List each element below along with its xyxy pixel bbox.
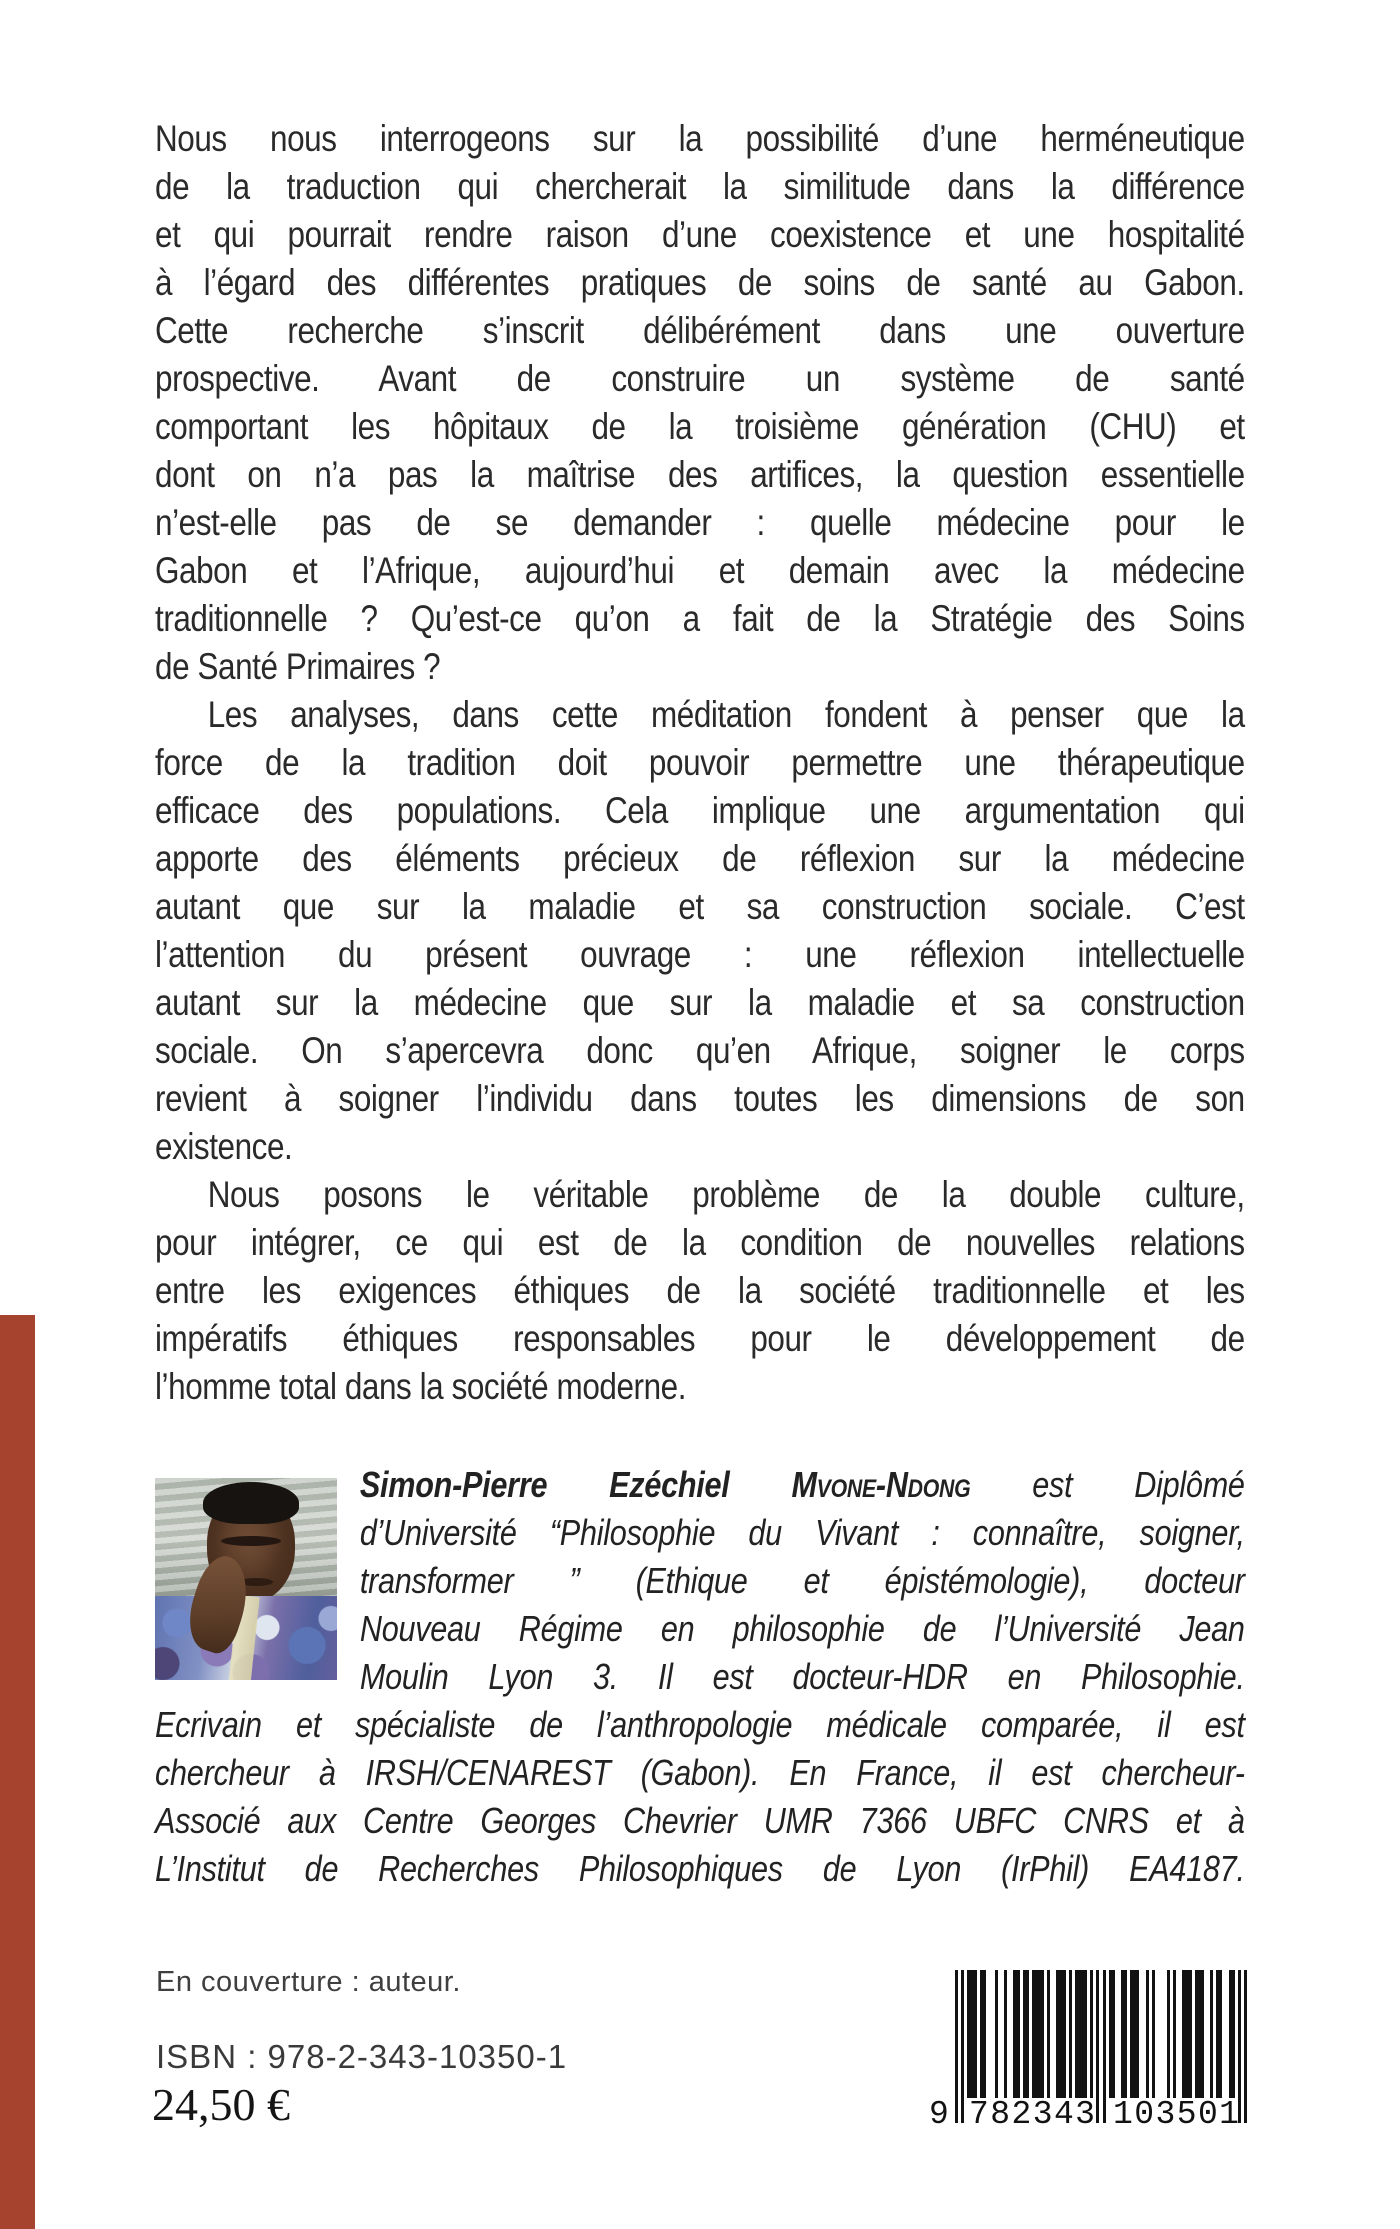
barcode-digit: 8	[990, 2096, 1011, 2133]
synopsis-text	[155, 115, 1245, 1411]
synopsis-line: Gabon et l’Afrique, aujourd’hui et demain avec la médecine	[155, 550, 1245, 591]
bio-line: L’Institut de Recherches Philosophiques de Lyon (IrPhil) EA4187.	[155, 1848, 1245, 1889]
synopsis-line: existence.	[155, 1126, 293, 1167]
bio-line: d’Université “Philosophie du Vivant : connaître, soigner,	[359, 1512, 1245, 1553]
barcode-bar	[1090, 1970, 1093, 2098]
synopsis-line: et qui pourrait rendre raison d’une coexistence et une hospitalité	[155, 214, 1245, 255]
barcode-digit: 2	[1011, 2096, 1032, 2133]
synopsis-line: autant que sur la maladie et sa construction sociale. C’est	[155, 886, 1245, 927]
synopsis-line: efficace des populations. Cela implique une argumentation qui	[155, 790, 1245, 831]
barcode-bar	[1182, 1970, 1191, 2098]
barcode-digit: 1	[1113, 2096, 1133, 2133]
barcode-bar	[1244, 1970, 1247, 2123]
barcode-bar	[995, 1970, 998, 2098]
barcode-bar	[1152, 1970, 1155, 2098]
bio-name-part: Mvone-Ndong	[791, 1464, 971, 1505]
barcode-bar	[1109, 1970, 1115, 2098]
synopsis-line: l’homme total dans la société moderne.	[155, 1366, 687, 1407]
synopsis-line: comportant les hôpitaux de la troisième génération (CHU) et	[155, 406, 1245, 447]
synopsis-line: traditionnelle ? Qu’est-ce qu’on a fait de la Stratégie des Soins	[155, 598, 1245, 639]
synopsis-line: Nous nous interrogeons sur la possibilité d’une herméneutique	[155, 118, 1245, 159]
bio-line: transformer ” (Ethique et épistémologie), docteur	[359, 1560, 1245, 1601]
barcode-bar	[1229, 1970, 1235, 2098]
barcode-bar	[980, 1970, 986, 2098]
barcode-bar	[961, 1970, 964, 2123]
barcode-digit: 1	[1219, 2096, 1239, 2133]
barcode-digits-right	[1113, 2096, 1239, 2133]
synopsis-line: force de la tradition doit pouvoir permettre une thérapeutique	[155, 742, 1245, 783]
barcode-bar	[1121, 1970, 1127, 2098]
barcode-bar	[1047, 1970, 1050, 2098]
barcode-bar	[1173, 1970, 1176, 2098]
cover-credit: En couverture : auteur.	[156, 1966, 461, 1998]
barcode-bar	[1013, 1970, 1019, 2098]
synopsis-line: prospective. Avant de construire un système de santé	[155, 358, 1245, 399]
barcode-digit: 5	[1176, 2096, 1197, 2133]
synopsis-line: pour intégrer, ce qui est de la condition de nouvelles relations	[155, 1222, 1245, 1263]
synopsis-line: l’attention du présent ouvrage : une réflexion intellectuelle	[155, 934, 1245, 975]
synopsis-line: dont on n’a pas la maîtrise des artifices, la question essentielle	[155, 454, 1245, 495]
bio-line: Moulin Lyon 3. Il est docteur-HDR en Philosophie.	[359, 1656, 1245, 1697]
synopsis-line: n’est-elle pas de se demander : quelle médecine pour le	[155, 502, 1245, 543]
barcode-bar	[1069, 1970, 1072, 2098]
synopsis-line: revient à soigner l’individu dans toutes les dimensions de son	[155, 1078, 1245, 1119]
synopsis-line: à l’égard des différentes pratiques de soins de santé au Gabon.	[155, 262, 1245, 303]
bio-line: Associé aux Centre Georges Chevrier UMR 7366 UBFC CNRS et à	[155, 1800, 1245, 1841]
synopsis-line: Nous posons le véritable problème de la double culture,	[207, 1174, 1245, 1215]
bio-name-part: est Diplômé	[970, 1464, 1245, 1505]
barcode-digit: 3	[1032, 2096, 1053, 2133]
bio-name-part: Simon-Pierre Ezéchiel	[359, 1464, 792, 1505]
barcode-bar	[1103, 1970, 1106, 2123]
barcode-digit: 7	[969, 2096, 989, 2133]
barcode-digit: 3	[1075, 2096, 1095, 2133]
barcode-digit: 0	[1197, 2096, 1218, 2133]
barcode-digit: 3	[1155, 2096, 1176, 2133]
barcode-bar	[1032, 1970, 1044, 2098]
bio-line: Nouveau Régime en philosophie de l’Université Jean	[359, 1608, 1245, 1649]
barcode-digit: 0	[1134, 2096, 1155, 2133]
synopsis-line: sociale. On s’apercevra donc qu’en Afrique, soigner le corps	[155, 1030, 1245, 1071]
author-bio	[155, 1461, 1245, 1893]
barcode-bar	[1195, 1970, 1204, 2098]
barcode-bar	[1075, 1970, 1087, 2098]
bio-line: chercheur à IRSH/CENAREST (Gabon). En France, il est chercheur-	[155, 1752, 1245, 1793]
barcode-bar	[955, 1970, 958, 2123]
barcode-digit: 4	[1053, 2096, 1074, 2133]
synopsis-line: autant sur la médecine que sur la maladie et sa construction	[155, 982, 1245, 1023]
synopsis-line: Cette recherche s’inscrit délibérément dans une ouverture	[155, 310, 1245, 351]
barcode-bar	[1130, 1970, 1139, 2098]
price-text: 24,50 €	[152, 2079, 290, 2130]
barcode-digits-left	[969, 2096, 1095, 2133]
spine-accent-strip	[0, 1315, 35, 2229]
barcode-digit-first: 9	[929, 2096, 949, 2133]
synopsis-line: apporte des éléments précieux de réflexion sur la médecine	[155, 838, 1245, 879]
barcode-bar	[1216, 1970, 1222, 2098]
synopsis-line: Les analyses, dans cette méditation fondent à penser que la	[207, 694, 1245, 735]
bio-line	[155, 1461, 1245, 1509]
ean13-barcode	[929, 1970, 1247, 2133]
bio-line: Ecrivain et spécialiste de l’anthropologie médicale comparée, il est	[155, 1704, 1245, 1745]
synopsis-line: entre les exigences éthiques de la société traditionnelle et les	[155, 1270, 1245, 1311]
synopsis-line: impératifs éthiques responsables pour le développement de	[155, 1318, 1245, 1359]
isbn-text: ISBN : 978-2-343-10350-1	[156, 2038, 568, 2075]
barcode-bar	[1146, 1970, 1149, 2098]
barcode-bar	[1004, 1970, 1007, 2098]
barcode-bar	[967, 1970, 976, 2098]
barcode-bar	[1096, 1970, 1099, 2123]
barcode-bar	[1023, 1970, 1029, 2098]
barcode-bar	[1056, 1970, 1065, 2098]
barcode-bar	[1167, 1970, 1170, 2098]
synopsis-line: de Santé Primaires ?	[155, 646, 441, 687]
synopsis-line: de la traduction qui chercherait la similitude dans la différence	[155, 166, 1245, 207]
barcode-bar	[1210, 1970, 1213, 2098]
